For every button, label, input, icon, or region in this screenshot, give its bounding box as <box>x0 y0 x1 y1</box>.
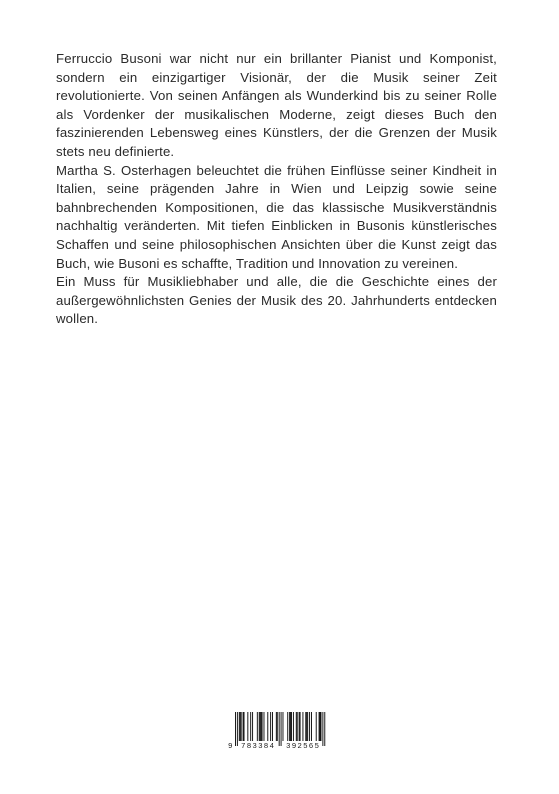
barcode-bar <box>306 712 307 741</box>
barcode-bar <box>241 712 242 741</box>
barcode-bar <box>262 712 263 741</box>
barcode-bar <box>296 712 297 741</box>
barcode-bar <box>252 712 253 741</box>
barcode-bar <box>305 712 306 741</box>
barcode-bar <box>320 712 321 741</box>
barcode-bar <box>307 712 308 741</box>
barcode-bar <box>281 712 282 746</box>
barcode-bar <box>316 712 317 741</box>
barcode-bar <box>277 712 278 741</box>
barcode-bar <box>243 712 244 741</box>
barcode-bar <box>299 712 300 741</box>
barcode-first-digit: 9 <box>228 743 233 751</box>
blurb-text <box>56 50 497 329</box>
blurb-paragraph-intro: Ferruccio Busoni war nicht nur ein brillanter Pianist und Komponist, sondern ein einzigartiger Visionär, der die Musik seiner Zeit revolutionierte. Von seinen Anfängen als Wunderkind bis zu seiner Rolle als Vordenker der musikalischen Moderne, zeigt dieses Buch den faszinierenden Lebensweg eines Künstlers, der die Grenzen der Musik stets neu definierte. <box>56 51 497 159</box>
blurb-paragraph-author: Martha S. Osterhagen beleuchtet die frühen Einflüsse seiner Kindheit in Italien, seine prägenden Jahre in Wien und Leipzig sowie seine bahnbrechenden Kompositionen, die das klassische Musikverständnis nachhaltig veränderten. Mit tiefen Einblicken in Busonis künstlerisches Schaffen und seine philosophischen Ansichten über die Kunst zeigt das Buch, wie Busoni es schaffte, Tradition und Innovation zu vereinen. <box>56 162 497 271</box>
barcode-bar <box>257 712 258 741</box>
barcode-bar <box>244 712 245 741</box>
barcode-left-digits: 783384 <box>241 743 276 751</box>
barcode-bar <box>324 712 325 746</box>
barcode-bar <box>260 712 261 741</box>
barcode-right-digits: 392565 <box>286 743 321 751</box>
barcode-bar <box>283 712 284 741</box>
barcode-bar <box>302 712 303 741</box>
barcode-bar <box>287 712 288 741</box>
barcode-bar <box>259 712 260 741</box>
barcode-bar <box>267 712 268 741</box>
barcode-bar <box>300 712 301 741</box>
barcode-bar <box>322 712 323 746</box>
barcode-bar <box>239 712 240 741</box>
barcode-bar <box>250 712 251 741</box>
barcode-bar <box>264 712 265 741</box>
barcode-bar <box>293 712 294 741</box>
blurb-paragraph-closing: Ein Muss für Musikliebhaber und alle, die die Geschichte eines der außergewöhnlichsten Genies der Musik des 20. Jahrhunderts entdecken wollen. <box>56 274 497 327</box>
barcode-bar <box>247 712 248 741</box>
barcode-bar <box>237 712 238 746</box>
barcode-bar <box>240 712 241 741</box>
barcode-bar <box>261 712 262 741</box>
barcode-bar <box>309 712 310 741</box>
barcode-bar <box>270 712 271 741</box>
barcode-bar <box>235 712 236 746</box>
barcode-bar <box>319 712 320 741</box>
barcode-bar <box>289 712 290 741</box>
barcode-bar <box>321 712 322 741</box>
isbn-barcode <box>228 710 330 762</box>
barcode-bar <box>297 712 298 741</box>
barcode-bars <box>228 710 330 746</box>
barcode-bar <box>276 712 277 741</box>
barcode-bar <box>291 712 292 741</box>
barcode-bar <box>279 712 280 746</box>
barcode-bar <box>290 712 291 741</box>
barcode-number <box>228 743 330 757</box>
barcode-bar <box>272 712 273 741</box>
barcode-bar <box>311 712 312 741</box>
